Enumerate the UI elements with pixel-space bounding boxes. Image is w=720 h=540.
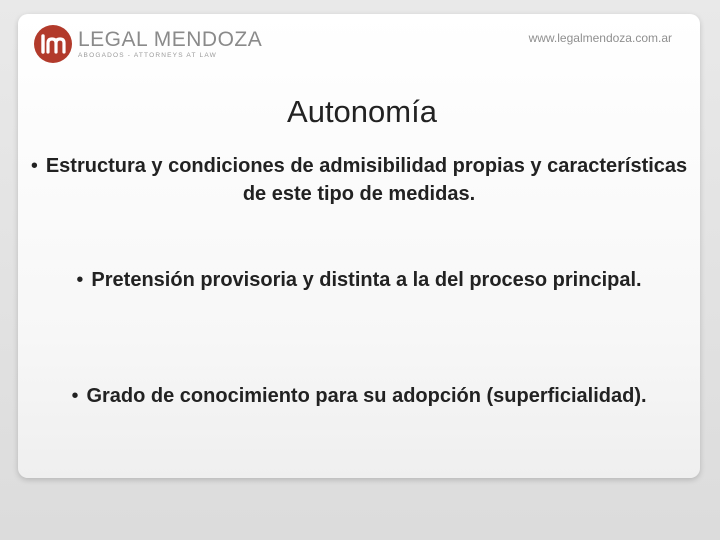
bullet-text: Estructura y condiciones de admisibilidad propias y características de este tipo de medidas. (45, 155, 688, 205)
bullet-dot: • (71, 385, 79, 407)
logo (34, 25, 262, 63)
bullet-text: Grado de conocimiento para su adopción (superficialidad). (86, 385, 647, 407)
bullet-dot: • (30, 155, 38, 177)
bullet-item (18, 152, 700, 208)
bullet-dot: • (76, 269, 84, 291)
bullet-item (18, 266, 700, 294)
lm-monogram-icon (34, 25, 72, 63)
logo-mark-icon (34, 25, 72, 63)
bullet-item (18, 382, 700, 410)
logo-tagline: ABOGADOS - ATTORNEYS AT LAW (78, 51, 217, 59)
logo-name: LEGAL MENDOZA (78, 27, 263, 51)
website-url: www.legalmendoza.com.ar (528, 31, 672, 45)
bullet-text: Pretensión provisoria y distinta a la del proceso principal. (91, 269, 642, 291)
header (18, 14, 700, 74)
slide-title: Autonomía (287, 94, 437, 129)
slide (18, 14, 700, 478)
